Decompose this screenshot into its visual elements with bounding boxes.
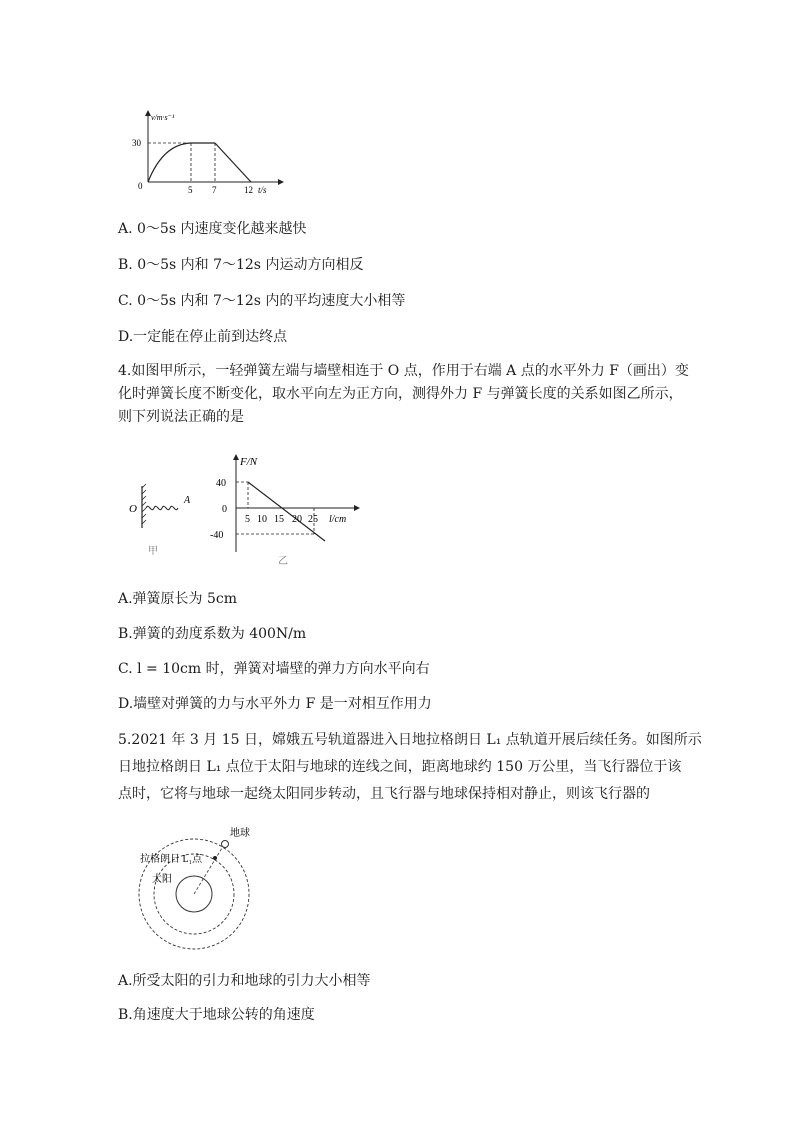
q5-option-a: A.所受太阳的引力和地球的引力大小相等: [118, 973, 371, 989]
q4-option-b: B.弹簧的劲度系数为 400N/m: [118, 626, 307, 642]
fl-xtick-25: 25: [308, 514, 318, 525]
lagrange-label: 拉格朗日 L₁点: [140, 854, 203, 865]
vt-ytick-30: 30: [132, 138, 141, 148]
q4-stem-line3: 则下列说法正确的是: [118, 409, 244, 425]
earth-label: 地球: [230, 828, 250, 839]
vt-xtick-5: 5: [188, 185, 193, 195]
q3-option-b: B. 0～5s 内和 7～12s 内运动方向相反: [118, 257, 364, 273]
fl-xtick-20: 20: [292, 514, 302, 525]
vt-graph: [128, 110, 288, 200]
q4-stem-line1: 4.如图甲所示，一轻弹簧左端与墙壁相连于 O 点，作用于右端 A 点的水平外力 F（画出）变: [118, 363, 689, 379]
label-o: O: [129, 503, 137, 515]
fl-ytick-m40: -40: [210, 530, 224, 541]
fl-xtick-5: 5: [245, 514, 250, 525]
q5-stem-line1: 5.2021 年 3 月 15 日，嫦娥五号轨道器进入日地拉格朗日 L₁ 点轨道开展后续任务。如图所示: [118, 732, 702, 748]
label-a: A: [184, 495, 191, 506]
fl-ytick-40: 40: [216, 478, 226, 489]
caption-jia: 甲: [148, 546, 158, 557]
caption-yi: 乙: [278, 556, 288, 567]
q4-option-a: A.弹簧原长为 5cm: [118, 591, 238, 607]
vt-curve: [148, 143, 191, 182]
spring: [146, 506, 178, 509]
fl-xtick-10: 10: [257, 514, 267, 525]
q3-option-d: D.一定能在停止前到达终点: [118, 329, 288, 345]
spring-figure: [126, 478, 206, 558]
q3-option-a: A. 0～5s 内速度变化越来越快: [118, 221, 307, 237]
fl-xtick-15: 15: [274, 514, 284, 525]
vt-xtick-7: 7: [212, 185, 217, 195]
fl-xlabel: l/cm: [329, 514, 347, 525]
l1-point: [213, 856, 217, 860]
q3-option-c: C. 0～5s 内和 7～12s 内的平均速度大小相等: [118, 293, 406, 309]
vt-ylabel: v/m·s⁻¹: [151, 113, 175, 122]
q5-stem-line2: 日地拉格朗日 L₁ 点位于太阳与地球的连线之间，距离地球约 150 万公里，当飞行器位于该: [118, 759, 682, 775]
q5-stem-line3: 点时，它将与地球一起绕太阳同步转动，且飞行器与地球保持相对静止，则该飞行器的: [118, 786, 650, 802]
orbit-figure: [128, 824, 268, 954]
vt-origin: 0: [138, 181, 143, 191]
vt-xtick-12: 12: [244, 185, 253, 195]
vt-decel: [215, 143, 251, 182]
fl-graph: [208, 452, 368, 567]
q4-option-d: D.墙壁对弹簧的力与水平外力 F 是一对相互作用力: [118, 696, 432, 712]
q4-option-c: C. l = 10cm 时，弹簧对墙壁的弹力方向水平向右: [118, 661, 430, 677]
fl-line: [248, 482, 325, 541]
earth: [222, 841, 229, 848]
sun-label: 太阳: [152, 874, 172, 885]
vt-xlabel: t/s: [258, 185, 267, 195]
q5-option-b: B.角速度大于地球公转的角速度: [118, 1007, 315, 1023]
q4-stem-line2: 化时弹簧长度不断变化，取水平向左为正方向，测得外力 F 与弹簧长度的关系如图乙所示，: [118, 386, 683, 402]
fl-ytick-0: 0: [222, 504, 227, 515]
fl-ylabel: F/N: [240, 456, 258, 468]
